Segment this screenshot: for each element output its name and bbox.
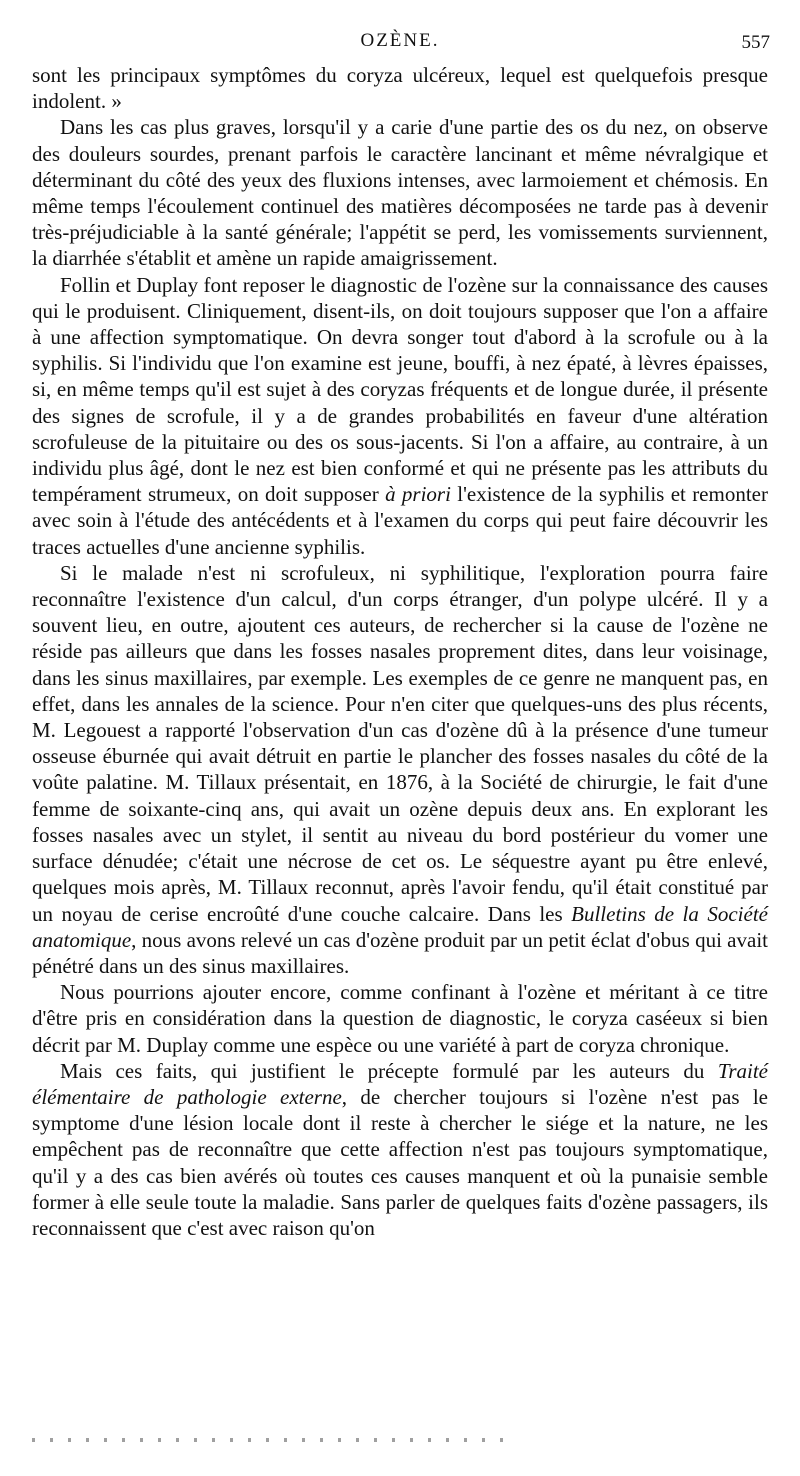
paragraph-4-text-b: , nous avons relevé un cas d'ozène produit par un petit éclat d'obus qui avait pénétré dans un des sinus maxillaires. <box>32 927 768 978</box>
footer-scan-marks <box>32 1438 512 1442</box>
paragraph-6-text-b: , de chercher toujours si l'ozène n'est pas le symptome d'une lésion locale dont il reste à chercher le siége et la nature, ne les empêchent pas de reconnaître que cette affection n'est pas toujours symptomatique, qu'il y a des cas bien avérés où toutes ces causes manquent et où la punaisie semble former à elle seule toute la maladie. Sans parler de quelques faits d'ozène passagers, ils reconnaissent que c'est avec raison qu'on <box>32 1084 769 1240</box>
paragraph-5: Nous pourrions ajouter encore, comme confinant à l'ozène et méritant à ce titre d'être pris en considération dans la question de diagnostic, le coryza caséeux si bien décrit par M. Duplay comme une espèce ou une variété à part de coryza chronique. <box>32 980 768 1057</box>
italic-traite: Traité élémentaire de pathologie externe <box>32 1058 768 1109</box>
paragraph-3-text-a: Follin et Duplay font reposer le diagnostic de l'ozène sur la connaissance des causes qui le produisent. Cliniquement, disent-ils, on doit toujours supposer que l'on a affaire à une affection symptomatique. On devra songer tout d'abord à la scrofule ou à la syphilis. Si l'individu que l'on examine est jeune, bouffi, à nez épaté, à lèvres épaisses, si, en même temps qu'il est sujet à des coryzas fréquents et de longue durée, il présente des signes de scrofule, il y a de grandes probabilités en faveur d'une altération scrofuleuse de la pituitaire ou des os sous-jacents. Si l'on a affaire, au contraire, à un individu plus âgé, dont le nez est bien conformé et qui ne présente pas les attributs du tempérament strumeux, on doit supposer <box>32 272 768 507</box>
text-body <box>32 62 768 1241</box>
paragraph-3 <box>32 272 768 560</box>
paragraph-2: Dans les cas plus graves, lorsqu'il y a carie d'une partie des os du nez, on observe des douleurs sourdes, prenant parfois le caractère lancinant et même névralgique et déterminant du côté des yeux des fluxions intenses, avec larmoiement et chémosis. En même temps l'écoulement continuel des matières décomposées ne tarde pas à devenir très-préjudiciable à la santé générale; l'appétit se perd, les vomissements surviennent, la diarrhée s'établit et amène un rapide amaigrissement. <box>32 115 768 271</box>
running-title: OZÈNE. <box>360 30 440 51</box>
page-header <box>0 28 800 58</box>
paragraph-6-text-a: Mais ces faits, qui justifient le précepte formulé par les auteurs du <box>60 1058 705 1083</box>
paragraph-6 <box>32 1058 768 1241</box>
paragraph-4-text-a: Si le malade n'est ni scrofuleux, ni syphilitique, l'exploration pourra faire reconnaître l'existence d'un calcul, d'un corps étranger, d'un polype ulcéré. Il y a souvent lieu, en outre, ajoutent ces auteurs, de rechercher si la cause de l'ozène ne réside pas ailleurs que dans les fosses nasales proprement dites, dans leur voisinage, dans les sinus maxillaires, par exemple. Les exemples de ce genre ne manquent pas, en effet, dans les annales de la science. Pour n'en citer que quelques-uns des plus récents, M. Legouest a rapporté l'observation d'un cas d'ozène dû à la présence d'une tumeur osseuse éburnée qui avait détruit en partie le plancher des fosses nasales du côté de la voûte palatine. M. Tillaux présentait, en 1876, à la Société de chirurgie, le fait d'une femme de soixante-cinq ans, qui avait un ozène depuis deux ans. En explorant les fosses nasales avec un stylet, il sentit au niveau du bord postérieur du vomer une surface dénudée; c'était une nécrose de cet os. Le séquestre ayant pu être enlevé, quelques mois après, M. Tillaux reconnut, après l'avoir fendu, qu'il était constitué par un noyau de cerise encroûté d'une couche calcaire. Dans les <box>32 560 768 926</box>
paragraph-1: sont les principaux symptômes du coryza ulcéreux, lequel est quelquefois presque indolent. » <box>32 63 768 114</box>
page-number: 557 <box>741 32 770 53</box>
paragraph-3-text-b: l'existence de la syphilis et remonter avec soin à l'étude des antécédents et à l'examen du corps qui peut faire découvrir les traces actuelles d'une ancienne syphilis. <box>32 482 768 559</box>
paragraph-4 <box>32 560 768 979</box>
italic-bulletins: Bulletins de la Société anatomique <box>32 901 768 952</box>
italic-a-priori: à priori <box>385 482 451 507</box>
